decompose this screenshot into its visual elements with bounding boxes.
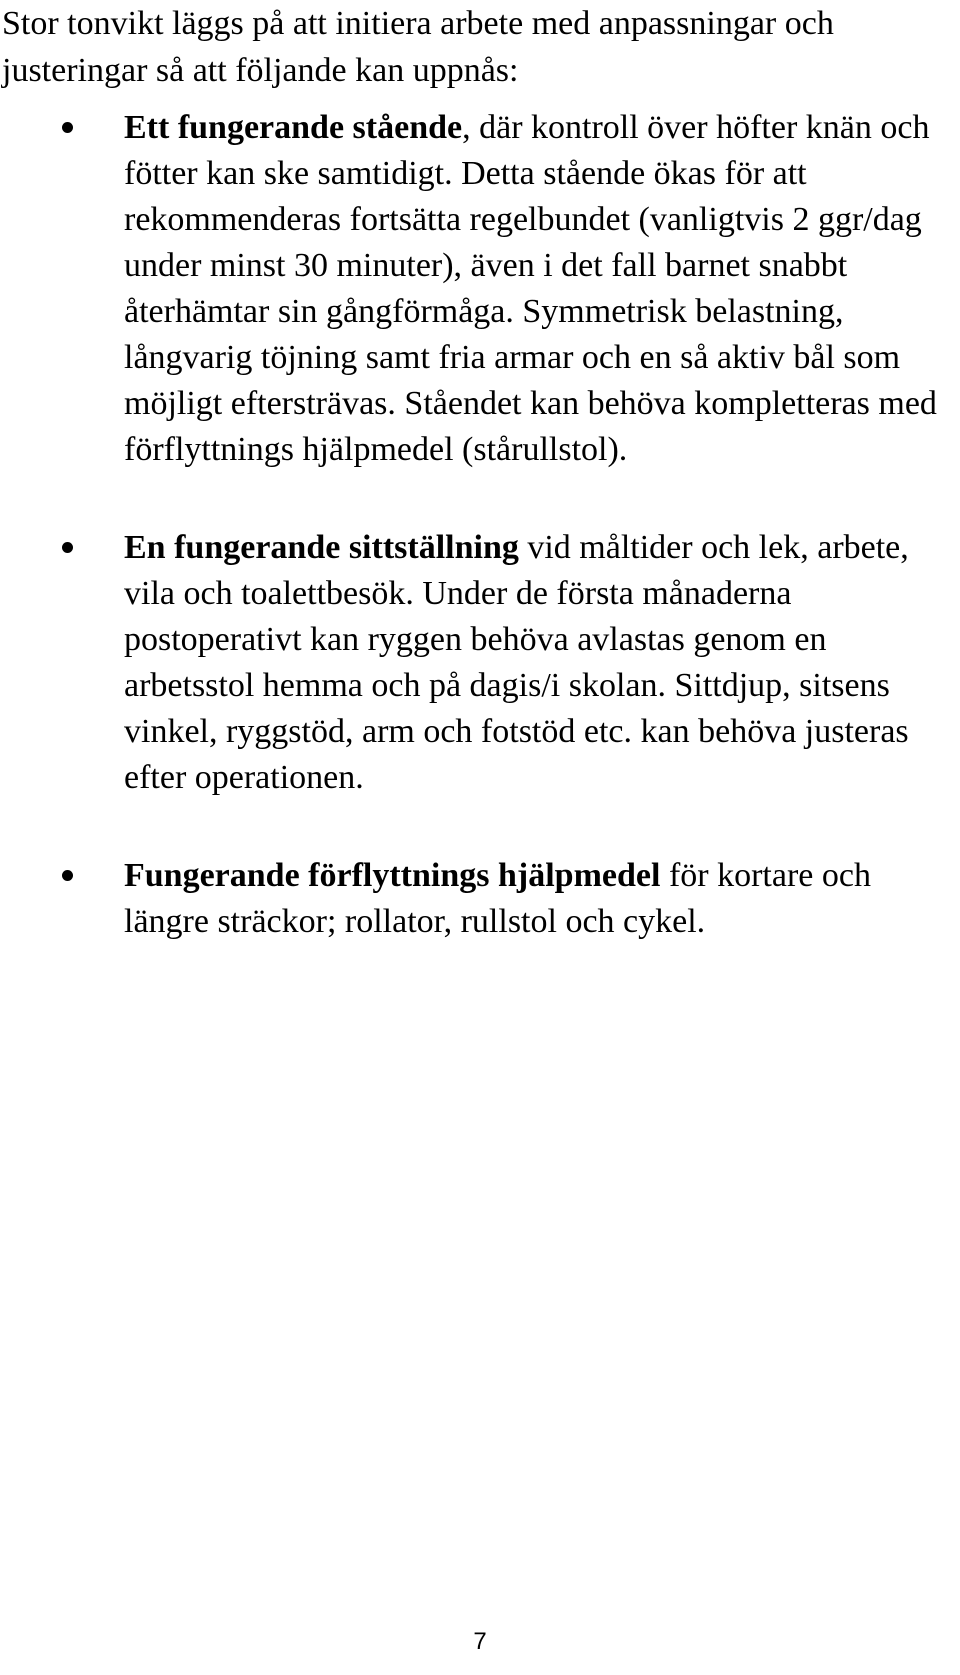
bullet-item-sitting	[0, 525, 950, 801]
intro-paragraph: Stor tonvikt läggs på att initiera arbete med anpassningar och justeringar så att följande kan uppnås:	[2, 5, 834, 89]
bullet-dot-icon	[62, 870, 73, 881]
bullet-text	[124, 853, 950, 945]
bullet-body: för kortare och längre sträckor; rollator, rullstol och cykel.	[124, 857, 871, 940]
bullet-dot-icon	[62, 542, 73, 553]
page-number: 7	[473, 1628, 487, 1655]
bullet-text	[124, 105, 950, 473]
bullet-heading: Ett fungerande stående	[124, 109, 463, 146]
bullet-item-standing	[0, 105, 950, 473]
bullet-heading: Fungerande förflyttnings hjälpmedel	[124, 857, 661, 894]
bullet-text	[124, 525, 950, 801]
bullet-item-mobility-aids	[0, 853, 950, 945]
bullet-dot-icon	[62, 122, 73, 133]
bullet-body: , där kontroll över höfter knän och fötter kan ske samtidigt. Detta stående ökas för att rekommenderas fortsätta regelbundet (vanligtvis 2 ggr/dag under minst 30 minuter), även i det fall barnet snabbt återhämtar sin gångförmåga. Symmetrisk belastning, långvarig töjning samt fria armar och en så aktiv bål som möjligt eftersträvas. Ståendet kan behöva kompletteras med förflyttnings hjälpmedel (stårullstol).	[124, 109, 937, 468]
bullet-body: vid måltider och lek, arbete, vila och toalettbesök. Under de första månaderna postoperativt kan ryggen behöva avlastas genom en arbetsstol hemma och på dagis/i skolan. Sittdjup, sitsens vinkel, ryggstöd, arm och fotstöd etc. kan behöva justeras efter operationen.	[124, 529, 909, 796]
bullet-list	[0, 105, 960, 945]
bullet-heading: En fungerande sittställning	[124, 529, 519, 566]
